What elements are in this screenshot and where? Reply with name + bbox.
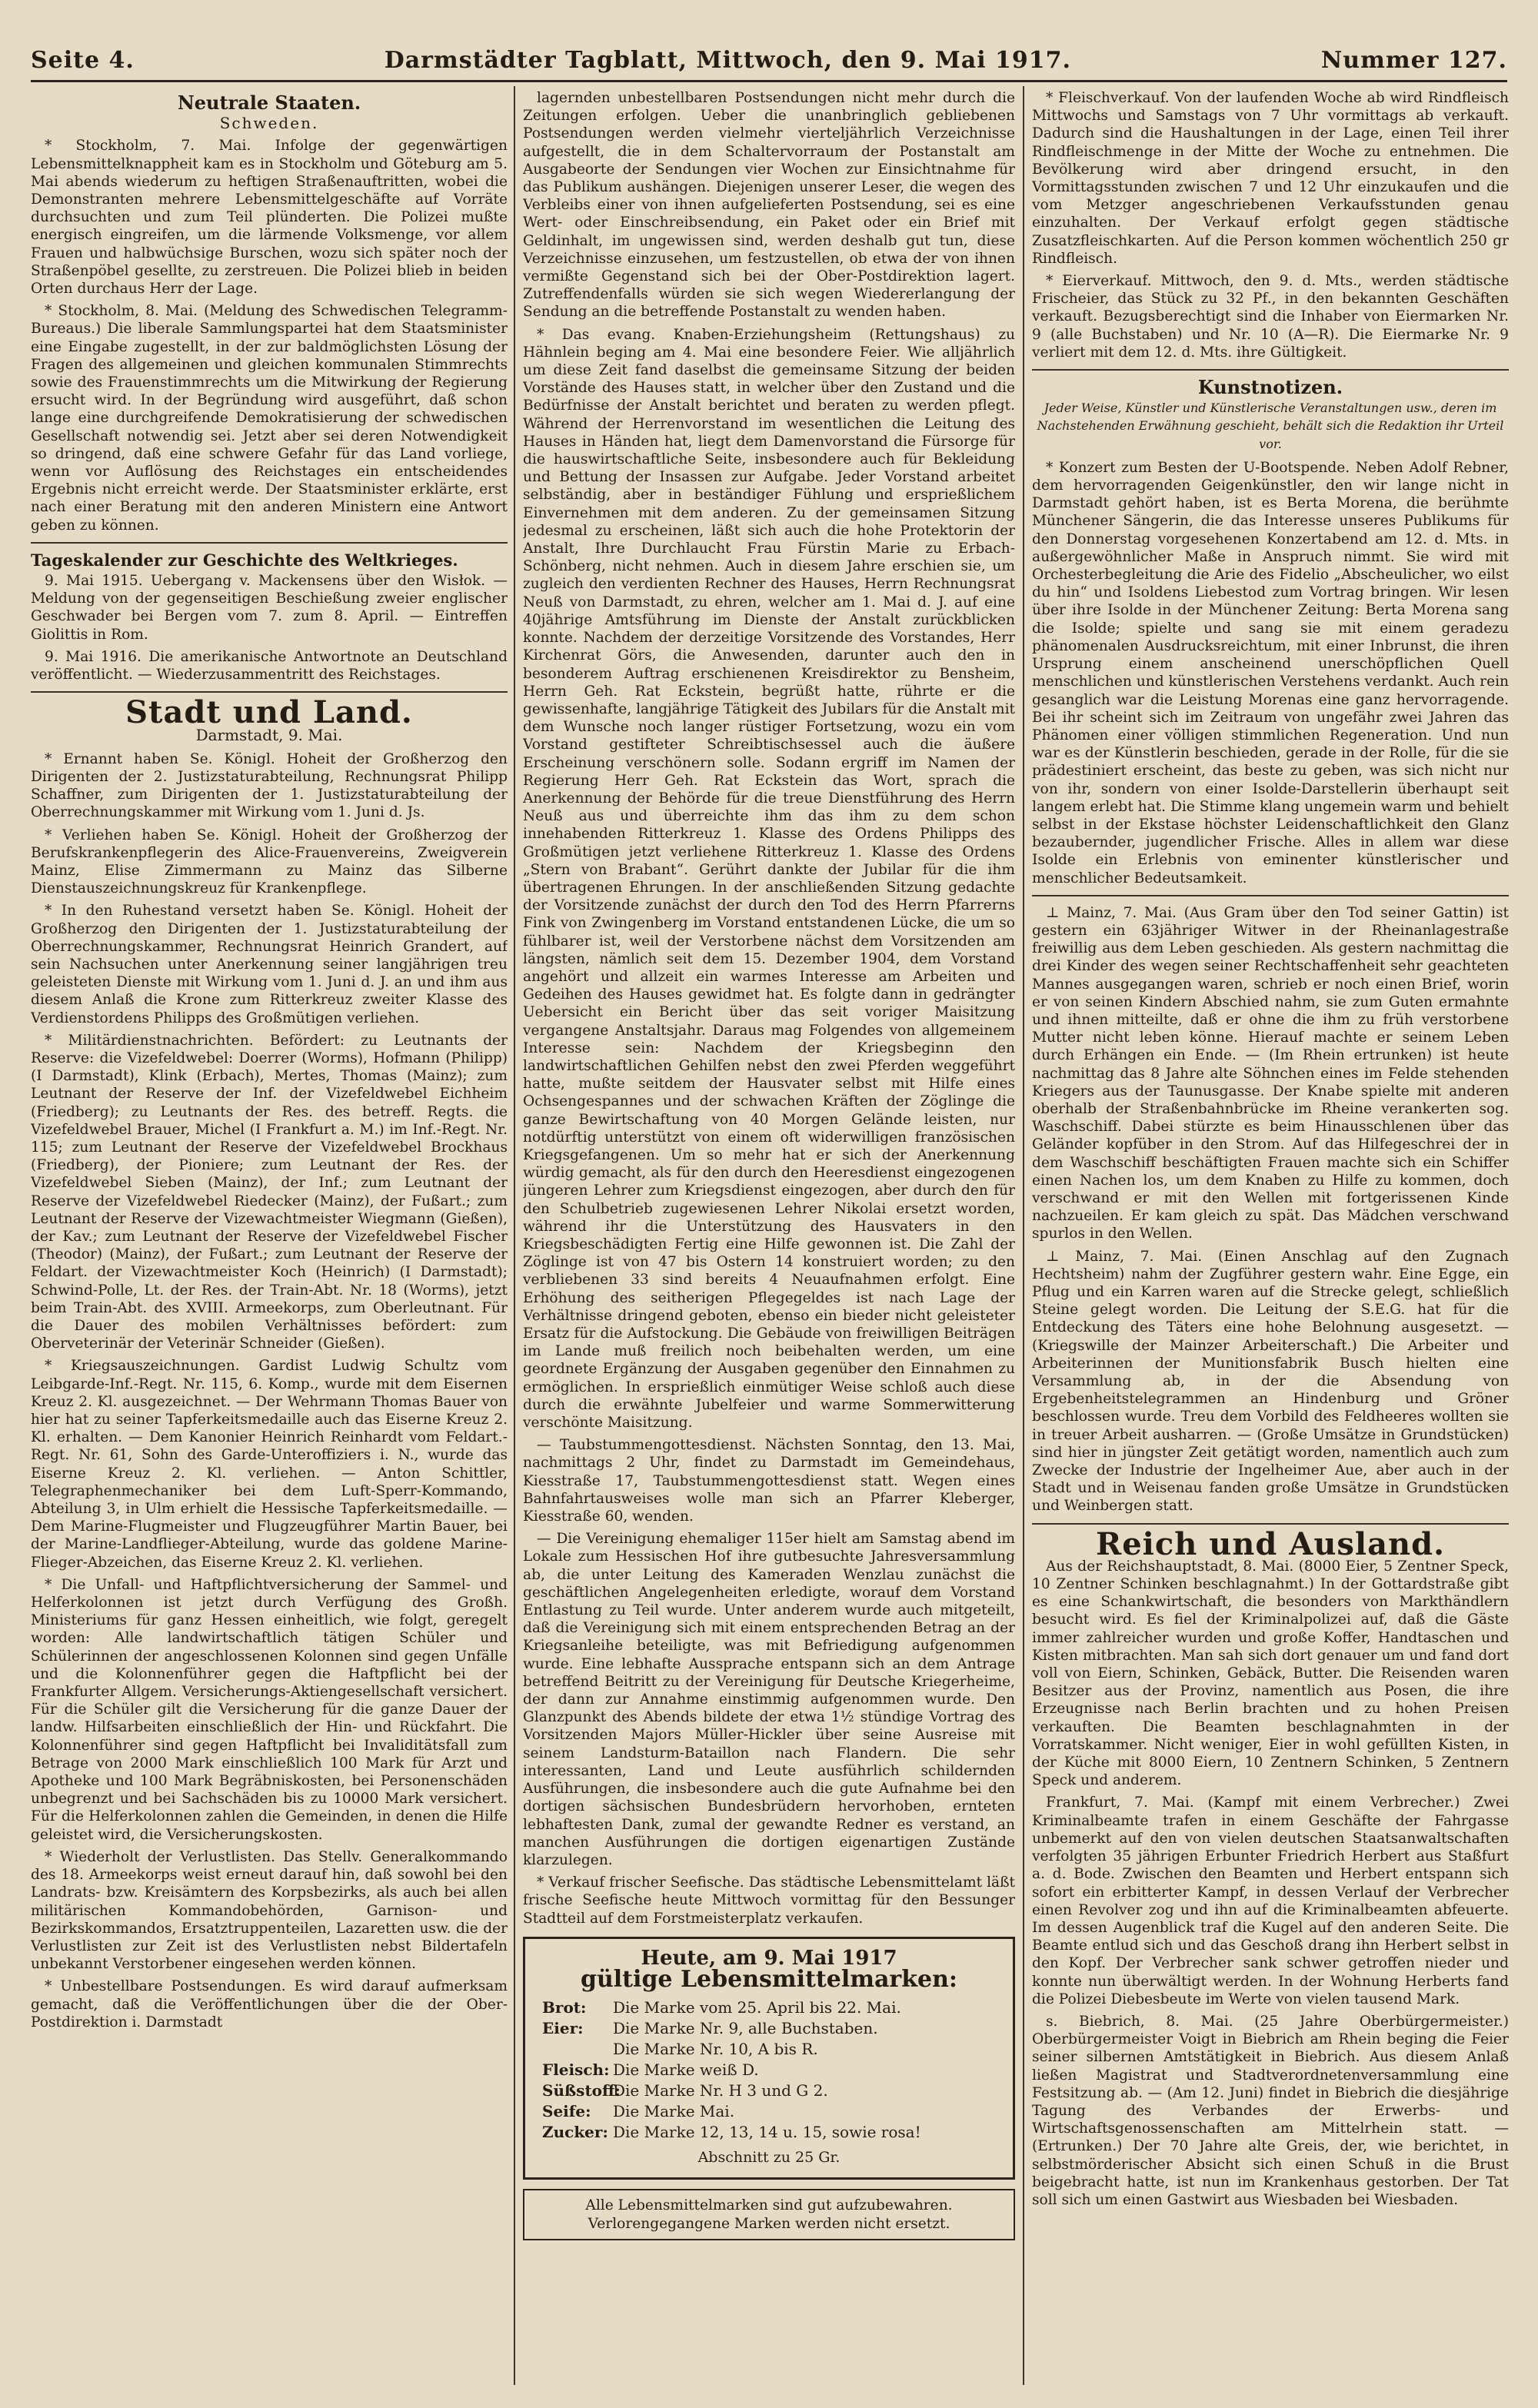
- ration-label: Eier:: [542, 2019, 584, 2038]
- article-paragraph: * In den Ruhestand versetzt haben Se. Königl. Hoheit der Großherzog den Dirigenten der 1. Justizstaturabteilung der Oberrechnungskammer, Rechnungsrat Heinrich Grandert, auf sein Nachsuchen unter Anerkennung seiner langjährigen treu geleisteten Dienste mit Wirkung vom 1. Juni d. J. an und ihm aus diesem Anlaß die Krone zum Ritterkreuz zweiter Klasse des Verdienstordens Philipps des Großmütigen verliehen.: [31, 903, 508, 1026]
- article-paragraph: * Stockholm, 8. Mai. (Meldung des Schwedischen Telegramm-Bureaus.) Die liberale Sammlungspartei hat dem Staatsminister eine Eingabe zugestellt, in der zur baldmöglichsten Lösung der Fragen des allgemeinen und gleichen kommunalen Stimmrechts sowie des Frauenstimmrechts um die Mitwirkung der Regierung ersucht wird. In der Begründung wird ausgeführt, daß schon lange eine durchgreifende Demokratisierung der schwedischen Gesellschaft notwendig sei. Jetzt aber sei deren Notwendigkeit so dringend, daß eine schwere Gefahr für das Land vorliege, wenn vor Auflösung des Reichstages ein entscheidendes Ergebnis nicht erreicht werde. Der Staatsminister erklärte, erst nach einer Beratung mit den anderen Ministern eine Antwort geben zu können.: [31, 303, 508, 534]
- divider: [31, 542, 508, 544]
- column-2: [523, 89, 1015, 2388]
- article-paragraph: 9. Mai 1915. Uebergang v. Mackensens über den Wisłok. — Meldung von der gegenseitigen Beschießung zweier englischer Geschwader bei Bergen vom 7. zum 8. April. — Eintreffen Giolittis in Rom.: [31, 573, 508, 643]
- ration-row: [542, 1997, 996, 2018]
- article-paragraph: * Verkauf frischer Seefische. Das städtische Lebensmittelamt läßt frische Seefische heute Mittwoch vormittag für den Bessunger Stadtteil auf dem Forstmeisterplatz verkaufen.: [523, 1874, 1015, 1927]
- article-paragraph: * Wiederholt der Verlustlisten. Das Stellv. Generalkommando des 18. Armeekorps weist erneut darauf hin, daß sowohl bei den Landrats- bzw. Kreisämtern des Korpsbezirks, als auch bei allen militärischen Kommandobehörden, Garnison- und Bezirkskommandos, Ersatztruppenteilen, Lazaretten usw. die der Verlustlisten zur Zeit ist des Verlustlisten nebst Bildertafeln unbekannt Verstorbener eingesehen werden können.: [31, 1848, 508, 1973]
- article-paragraph: lagernden unbestellbaren Postsendungen nicht mehr durch die Zeitungen erfolgen. Ueber die unanbringlich gebliebenen Postsendungen werden vielmehr vierteljährlich Verzeichnisse aufgestellt, die in dem Schaltervorraum der Postanstalt am Ausgabeorte der Sendungen vier Wochen zur Einsichtnahme für das Publikum aushängen. Diejenigen unserer Leser, die wegen des Verbleibs einer von ihnen aufgelieferten Postsendung, sei es eine Wert- oder Einschreibsendung, ein Paket oder ein Brief mit Geldinhalt, im ungewissen sind, werden deshalb gut tun, diese Verzeichnisse einzusehen, um festzustellen, ob etwa der von ihnen vermißte Gegenstand sich bei der Ober-Postdirektion lagert. Zutreffendenfalls würden sie sich wegen Wiedererlangung der Sendung an die betreffende Postanstalt zu wenden haben.: [523, 90, 1015, 321]
- notice-line: Alle Lebensmittelmarken sind gut aufzubewahren.: [585, 2197, 953, 2214]
- divider: [1032, 369, 1509, 371]
- article-paragraph: — Taubstummengottesdienst. Nächsten Sonntag, den 13. Mai, nachmittags 2 Uhr, findet zu Darmstadt im Gemeindehaus, Kiesstraße 17, Taubstummengottesdienst statt. Wegen eines Bahnfahrtausweises wolle man sich an Pfarrer Kleberger, Kiesstraße 60, wenden.: [523, 1437, 1015, 1525]
- ration-row: [542, 2122, 996, 2143]
- article-paragraph: Aus der Reichshauptstadt, 8. Mai. (8000 Eier, 5 Zentner Speck, 10 Zentner Schinken beschlagnahmt.) In der Gottardstraße gibt es eine Schankwirtschaft, die besonders von Markthändlern besucht wird. Es fiel der Kriminalpolizei auf, daß die Gäste immer zahlreicher wurden und große Koffer, Handtaschen und Kisten mitbrachten. Man sah sich dort genauer um und fand dort voll von Eiern, Schinken, Gebäck, Butter. Die Reisenden waren Besitzer aus der Provinz, namentlich aus Posen, die ihre Erzeugnisse nach Berlin brachten und zu hohen Preisen verkauften. Die Beamten beschlagnahmten in der Vorratskammer. Nicht weniger, Eier in wohl gefüllten Kisten, in der Küche mit 8000 Eiern, 10 Zentnern Schinken, 5 Zentnern Speck und anderem.: [1032, 1558, 1509, 1789]
- article-paragraph: * Ernannt haben Se. Königl. Hoheit der Großherzog den Dirigenten der 2. Justizstaturabteilung, Rechnungsrat Philipp Schaffner, zum Dirigenten der 1. Justizstaturabteilung der Oberrechnungskammer mit Wirkung vom 1. Juni d. Js.: [31, 750, 508, 821]
- section-title-stadt: Stadt und Land.: [125, 694, 413, 731]
- article-paragraph: * Eierverkauf. Mittwoch, den 9. d. Mts., werden städtische Frischeier, das Stück zu 32 Pf., in den bekannten Geschäften verkauft. Bezugsberechtigt sind die Inhaber von Eiermarken Nr. 9 (alle Buchstaben) und Nr. 10 (A—R). Die Eiermarke Nr. 9 verliert mit dem 12. d. Mts. ihre Gültigkeit.: [1032, 273, 1509, 361]
- ration-label: Zucker:: [542, 2123, 608, 2142]
- page-number: Seite 4.: [31, 46, 135, 74]
- ration-label: Seife:: [542, 2102, 591, 2121]
- ration-notice: [523, 2189, 1015, 2240]
- ration-label: [542, 2039, 613, 2060]
- article-paragraph: ⊥ Mainz, 7. Mai. (Einen Anschlag auf den Zugnach Hechtsheim) nahm der Zugführer gestern wahr. Eine Egge, ein Pflug und ein Karren waren auf die Strecke gelegt, schließlich Steine gelegt worden. Die Leitung der S.E.G. hat für die Entdeckung des Täters eine hohe Belohnung ausgesetzt. — (Kriegswille der Mainzer Arbeiterschaft.) Die Arbeiter und Arbeiterinnen der Munitionsfabrik Busch hielten eine Versammlung ab, in der die Absendung von Ergebenheitstelegrammen an Hindenburg und Gröner beschlossen wurde. Treu dem Vorbild des Feldheeres wollten sie in treuer Arbeit ausharren. — (Große Umsätze in Grundstücken) sind hier in jüngster Zeit getätigt worden, namentlich auch zum Zwecke der Industrie der Ingelheimer Aue, aber auch in der Stadt und in Weisenau fanden große Umsätze in Grundstücken und Weinbergen statt.: [1032, 1248, 1509, 1515]
- article-paragraph: Frankfurt, 7. Mai. (Kampf mit einem Verbrecher.) Zwei Kriminalbeamte trafen in einem Geschäfte der Fahrgasse unbemerkt auf den von vielen deutschen Staatsanwaltschaften verfolgten 35 jährigen Erbunter Friedrich Herbert aus Staßfurt a. d. Bode. Zwischen den Beamten und Herbert entspann sich sofort ein erbitterter Kampf, in dessen Verlauf der Verbrecher einen Revolver zog und ihn auf die Kriminalbeamten abfeuerte. Im dessen Augenblick traf die Kugel auf den anderen Seite. Die Beamte entlud sich und das Geschoß drang ihn Herbert selbst in den Kopf. Der Verbrecher sank schwer getroffen nieder und konnte nun überwältigt werden. In der Wohnung Herberts fand die Polizei Diebesbeute im Werte von vielen tausend Mark.: [1032, 1794, 1509, 2007]
- ration-value: Die Marke Mai.: [613, 2102, 735, 2121]
- ration-value: Die Marke Nr. 10, A bis R.: [613, 2040, 818, 2059]
- article-paragraph: * Fleischverkauf. Von der laufenden Woche ab wird Rindfleisch Mittwochs und Samstags von 7 Uhr vormittags ab verkauft. Dadurch sind die Haushaltungen in der Lage, einen Teil ihrer Rindfleischmenge in der Mitte der Woche zu entnehmen. Die Bevölkerung wird aber dringend ersucht, in den Vormittagsstunden zwischen 7 und 12 Uhr einzukaufen und die vom Metzger angeschriebenen Verkaufsstunden genau einzuhalten. Der Verkauf erfolgt gegen städtische Zusatzfleischkarten. Auf die Person kommen wöchentlich 250 gr Rindfleisch.: [1032, 90, 1509, 267]
- article-paragraph: — Die Vereinigung ehemaliger 115er hielt am Samstag abend im Lokale zum Hessischen Hof ihre gutbesuchte Jahresversammlung ab, die unter Leitung des Kameraden Wenzlau zunächst die geschäftlichen Angelegenheiten erledigte, worauf dem Vorstand Entlastung zu Teil wurde. Unter anderem wurde auch mitgeteilt, daß die Vereinigung sich mit einem entsprechenden Betrag an der Kriegsanleihe beteiligte, was mit Befriedigung aufgenommen wurde. Eine lebhafte Aussprache entspann sich an dem Antrage betreffend Beitritt zu der Vereinigung für Deutsche Kriegerheime, der dann zur Annahme einstimmig aufgenommen wurde. Den Glanzpunkt des Abends bildete der etwa 1½ stündige Vortrag des Vorsitzenden Majors Müller-Hickler über seine Ausreise mit seinem Landsturm-Bataillon nach Flandern. Die sehr interessanten, Land und Leute ausführlich schildernden Ausführungen, die insbesondere auch die gute Aufnahme bei den dortigen sächsischen Bundesbrüdern hervorhoben, ernteten lebhaftesten Dank, zumal der gewandte Redner es verstand, an manchen Ausführungen die dortigen eigenartigen Zustände klarzulegen.: [523, 1531, 1015, 1868]
- ration-value: Die Marke vom 25. April bis 22. Mai.: [613, 1998, 901, 2017]
- masthead: [31, 40, 1507, 82]
- ration-subheading: gültige Lebensmittelmarken:: [581, 1965, 957, 1993]
- subsection-title-schweden: Schweden.: [219, 114, 319, 133]
- article-paragraph: s. Biebrich, 8. Mai. (25 Jahre Oberbürgermeister.) Oberbürgermeister Voigt in Biebrich am Rhein beging die Feier seiner silbernen Amtstätigkeit in Biebrich. Aus diesem Anlaß ließen Magistrat und Stadtverordnetenversammlung eine Festsitzung ab. — (Am 12. Juni) findet in Biebrich die diesjährige Tagung des Verbandes der Erwerbs- und Wirtschaftsgenossenschaften am Mittelrhein statt. — (Ertrunken.) Der 70 Jahre alte Greis, der, wie berichtet, in selbstmörderischer Absicht sich einen Schuß in die Brust beigebracht hatte, ist nun im Krankenhaus gestorben. Der Tat soll sich um einen Gastwirt aus Wiesbaden bei Wiesbaden.: [1032, 2013, 1509, 2208]
- article-paragraph: * Verliehen haben Se. Königl. Hoheit der Großherzog der Berufskrankenpflegerin des Alice-Frauenvereins, Zweigverein Mainz, Elise Zimmermann zu Mainz das Silberne Dienstauszeichnungskreuz für Krankenpflege.: [31, 827, 508, 897]
- article-paragraph: * Das evang. Knaben-Erziehungsheim (Rettungshaus) zu Hähnlein beging am 4. Mai eine besondere Feier. Wie alljährlich um diese Zeit fand daselbst die gemeinsame Sitzung der beiden Vorstände des Hauses statt, in welcher über den Zustand und die Bedürfnisse der Anstalt berichtet und beraten zu werden pflegt. Während der Herrenvorstand im wesentlichen die Leitung des Hauses in Händen hat, liegt dem Damenvorstand die Fürsorge für die hauswirtschaftliche Seite, insbesondere auch für Bekleidung und Bettung der Insassen zur Aufgabe. Jeder Vorstand arbeitet selbständig, aber in beständiger Fühlung und ersprießlichem Einvernehmen mit dem anderen. Zu der gemeinsamen Sitzung jedesmal zu erscheinen, läßt sich auch die hohe Protektorin der Anstalt, Ihre Durchlaucht Frau Fürstin Marie zu Erbach-Schönberg, nicht nehmen. Auch in diesem Jahre erschien sie, um zugleich den verdienten Rechner des Hauses, Herrn Rechnungsrat Neuß von Darmstadt, zu ehren, welcher am 1. Mai d. J. auf eine 40jährige Amtsführung im Dienste der Anstalt zurückblicken konnte. Nachdem der derzeitige Vorsitzende des Vorstandes, Herr Kirchenrat Görs, die Anwesenden, darunter auch den in besonderem Auftrag erschienenen Kreisdirektor zu Bensheim, Herrn Geh. Rat Eckstein, begrüßt hatte, rührte er die gewissenhafte, langjährige Tätigkeit des Jubilars für die Anstalt mit dem Wunsche noch langer rüstiger Fortsetzung, wozu ein vom Vorstand gestifteter Schreibtischsessel auch die äußere Erscheinung verschönern solle. Sodann ergriff im Namen der Regierung Herr Geh. Rat Eckstein das Wort, sprach die Anerkennung der Behörde für die treue Dienstführung des Herrn Neuß aus und überreichte ihm das ihm zu dem schon innehabenden Ritterkreuz 1. Klasse des Ordens Philipps des Großmütigen jetzt verliehene Ritterkreuz 1. Klasse des Ordens „Stern von Brabant“. Gerührt dankte der Jubilar für die ihm übertragenen Ehrungen. In der anschließenden Sitzung gedachte der Vorsitzende zunächst der durch den Tod des Herrn Pfarrerns Fink von Zwingenberg im Vorstand entstandenen Lücke, die um so fühlbarer ist, weil der Verstorbene nächst dem Vorsitzenden am längsten, nämlich seit dem 15. Dezember 1904, dem Vorstand angehört und allzeit ein warmes Interesse am Arbeiten und Gedeihen des Hauses gewidmet hat. Es folgte dann in gedrängter Uebersicht ein Bericht über das seit voriger Maisitzung vergangene Anstaltsjahr. Daraus mag Folgendes von allgemeinem Interesse sein: Nachdem der Kriegsbeginn den landwirtschaftlichen Gehilfen nebst den zwei Pferden weggeführt hatte, mußte seitdem der Hausvater selbst mit Hilfe eines Ochsengespannes und der schwachen Kräften der Zöglinge die ganze Bewirtschaftung von 40 Morgen Gelände leisten, nur notdürftig unterstützt von einem oft widerwilligen französischen Kriegsgefangenen. Um so mehr hat er sich der Anerkennung würdig gemacht, als für den durch den Heeresdienst eingezogenen jüngeren Lehrer zum Kriegsdienst eingezogen, aber durch den für den Schulbetrieb zugewiesenen Lehrer Nikolai ersetzt worden, während ihr die Unterstützung des Hausvaters in den Kriegsbeschädigten Fertig eine Hilfe gewonnen ist. Die Zahl der Zöglinge ist von 47 bis Ostern 14 konstruiert worden; zu den verbliebenen 33 sind bereits 4 Neuaufnahmen erfolgt. Eine Erhöhung des seitherigen Pflegegeldes ist nach Lage der Verhältnisse dringend geboten, ebenso ein bieder nicht geleisteter Ersatz für die Aufstockung. Die Gebäude von freiwilligen Beiträgen im Lande muß freilich noch beibehalten werden, um eine geordnete Ergänzung der Ausgaben gegenüber den Einnahmen zu ermöglichen. In ersprießlich einmütiger Weise schloß auch diese durch die erwähnte Jubelfeier und warme Sommerwitterung verschönte Maisitzung.: [523, 326, 1015, 1432]
- section-title-kalender: Tageskalender zur Geschichte des Weltkrieges.: [31, 550, 458, 570]
- article-paragraph: * Militärdienstnachrichten. Befördert: zu Leutnants der Reserve: die Vizefeldwebel: Doerrer (Worms), Hofmann (Philipp) (I Darmstadt), Klink (Erbach), Mertes, Thomas (Mainz); zum Leutnant der Reserve der Inf. der Vizefeldwebel Eichheim (Friedberg); zu Leutnants der Res. des betreff. Regts. die Vizefeldwebel Brauer, Michel (I Frankfurt a. M.) im Inf.-Regt. Nr. 115; zum Leutnant der Reserve der Vizefeldwebel Brockhaus (Friedberg), der Pioniere; zum Leutnant der Res. der Vizefeldwebel Sieben (Mainz), der Inf.; zum Leutnant der Reserve der Vizefeldwebel Riedecker (Mainz), der Fußart.; zum Leutnant der Reserve der Vizewachtmeister Wiegmann (Gießen), der Kav.; zum Leutnant der Reserve der Vizefeldwebel Fischer (Theodor) (Mainz), der Fußart.; zum Leutnant der Reserve der Feldart. der Vizewachtmeister Koch (Heinrich) (I Darmstadt); Schwind-Polle, Lt. der Res. der Train-Abt. Nr. 18 (Worms), jetzt beim Train-Abt. des XVIII. Armeekorps, zum Oberleutnant. Für die Dauer des mobilen Verhältnisses befördert: zum Oberveterinär der Veterinär Schneider (Gießen).: [31, 1032, 508, 1352]
- ration-row: [542, 2018, 996, 2039]
- editorial-note: Jeder Weise, Künstler und Künstlerische Veranstaltungen usw., deren im Nachstehenden Erwähnung geschieht, behält sich die Redaktion ihr Urteil vor.: [1037, 401, 1504, 451]
- ration-value: Die Marke Nr. 9, alle Buchstaben.: [613, 2019, 878, 2038]
- ration-row: [542, 2101, 996, 2122]
- ration-value: Die Marke 12, 13, 14 u. 15, sowie rosa!: [613, 2123, 921, 2142]
- issue-number: Nummer 127.: [1320, 46, 1507, 74]
- ration-card-box: [523, 1937, 1015, 2180]
- ration-label: Fleisch:: [542, 2060, 610, 2080]
- column-divider: [1023, 86, 1024, 2385]
- dateline: Darmstadt, 9. Mai.: [195, 725, 343, 744]
- ration-row: [542, 2080, 996, 2101]
- column-1: [31, 89, 508, 2388]
- article-paragraph: * Konzert zum Besten der U-Bootspende. Neben Adolf Rebner, dem hervorragenden Geigenkünstler, den wir lange nicht in Darmstadt gehört haben, ist es Berta Morena, die berühmte Münchener Sängerin, die das Interesse unseres Publikums für den Donnerstag vorgesehenen Konzertabend am 12. d. Mts. in außergewöhnlicher Maße in Anspruch nimmt. Sie wird mit Orchesterbegleitung die Arie des Fidelio „Abscheulicher, wo eilst du hin“ und Isoldens Liebestod zum Vortrag bringen. Wir lesen über ihre Isolde in der Münchener Zeitung: Berta Morena sang die Isolde; spielte und sang sie mit einem geradezu phänomenalen Ausdrucksreichtum, mit einer Inbrunst, die ihren Ursprung einem anscheinend unerschöpflichen Quell menschlichen und künstlerischen Verstehens verdankt. Auch rein gesanglich war die Leistung Morenas eine ganz hervorragende. Bei ihr scheint sich im Zeitraum von ungefähr zwei Jahren das Phänomen einer völligen stimmlichen Regeneration. Und nun war es der Künstlerin beschieden, gerade in der Rolle, für die sie prädestiniert erscheint, das beste zu geben, was sich nicht nur von ihr, sondern von einer Isolde-Darstellerin überhaupt seit langem erlebt hat. Die Stimme klang ungemein warm und behielt selbst in der Ekstase höchster Leidenschaftlichkeit den Glanz bezaubernder, jugendlicher Frische. Alles in allem war diese Isolde ein Erlebnis von eminenter künstlerischer und menschlicher Bedeutsamkeit.: [1032, 459, 1509, 886]
- ration-footnote: Abschnitt zu 25 Gr.: [697, 2149, 841, 2167]
- divider: [31, 691, 508, 693]
- section-title-neutral: Neutrale Staaten.: [177, 91, 361, 114]
- ration-value: Die Marke weiß D.: [613, 2060, 759, 2080]
- notice-line: Verlorengegangene Marken werden nicht ersetzt.: [588, 2215, 950, 2232]
- column-3: [1032, 89, 1509, 2388]
- article-paragraph: * Stockholm, 7. Mai. Infolge der gegenwärtigen Lebensmittelknappheit kam es in Stockholm und Göteburg am 5. Mai abends wiederum zu heftigen Straßenauftritten, wobei die Demonstranten mehrere Lebensmittelgeschäfte auf Vorräte durchsuchten und zum Teil plünderten. Die Polizei mußte energisch eingreifen, um die lärmende Volksmenge, vor allem Frauen und halbwüchsige Burschen, wozu sich später noch der Straßenpöbel gesellte, zu zerstreuen. Die Polizei blieb in beiden Orten durchaus Herr der Lage.: [31, 138, 508, 298]
- column-divider: [514, 86, 515, 2385]
- section-title-reich: Reich und Ausland.: [1095, 1525, 1446, 1562]
- ration-label: Süßstoff:: [542, 2081, 621, 2100]
- section-title-kunst: Kunstnotizen.: [1197, 376, 1343, 399]
- article-paragraph: ⊥ Mainz, 7. Mai. (Aus Gram über den Tod seiner Gattin) ist gestern ein 63jähriger Witwer in der Rheinanlagestraße freiwillig aus dem Leben geschieden. Als gestern nachmittag die drei Kinder des wegen seiner Rechtschaffenheit sehr geachteten Mannes ausgegangen waren, schrieb er noch einen Brief, worin er von seinen Kindern Abschied nahm, sie zum Guten ermahnte und ihnen mitteilte, daß er ohne die ihm zu früh verstorbene Mutter nicht leben könne. Hierauf machte er seinem Leben durch Erhängen ein Ende. — (Im Rhein ertrunken) ist heute nachmittag das 8 Jahre alte Söhnchen eines im Felde stehenden Kriegers aus der Taunusgasse. Der Knabe spielte mit anderen oberhalb der Straßenbahnbrücke im Rheine verankerten sog. Waschschiff. Dabei stürzte es beim Hinausschlenen über das Geländer kopfüber in den Strom. Auf das Hilfegeschrei der in dem Waschschiff beschäftigten Frauen machte sich ein Schiffer einen Nachen los, um dem Knaben zu Hilfe zu kommen, doch verschwand er mit den Wellen mit fortgerissenen Kinde nachzueilen. Er kam gleich zu spät. Das Mädchen verschwand spurlos in den Wellen.: [1032, 904, 1509, 1242]
- newspaper-title: Darmstädter Tagblatt, Mittwoch, den 9. Mai 1917.: [384, 46, 1071, 74]
- ration-label: Brot:: [542, 1998, 587, 2017]
- article-paragraph: 9. Mai 1916. Die amerikanische Antwortnote an Deutschland veröffentlicht. — Wiederzusammentritt des Reichstages.: [31, 648, 508, 683]
- divider: [1032, 895, 1509, 896]
- article-paragraph: * Die Unfall- und Haftpflichtversicherung der Sammel- und Helferkolonnen ist jetzt durch Verfügung des Großh. Ministeriums für ganz Hessen einheitlich, wie folgt, geregelt worden: Alle landwirtschaftlich tätigen Schüler und Schülerinnen der angeschlossenen Kolonnen sind gegen Unfälle und die Kolonnenführer gegen die Haftpflicht bei der Frankfurter Allgem. Versicherungs-Aktiengesellschaft versichert. Für die Schüler gilt die Versicherung für die ganze Dauer der landw. Hilfsarbeiten einschließlich der Hin- und Rückfahrt. Die Kolonnenführer sind gegen Haftpflicht bei Invaliditätsfall zum Betrage von 2000 Mark einschließlich 100 Mark für Arzt und Apotheke und 100 Mark Begräbniskosten, bei Personenschäden unbegrenzt und bei Sachschäden bis zu 10000 Mark versichert. Für die Helferkolonnen zahlen die Gemeinden, in denen die Hilfe geleistet wird, die Versicherungskosten.: [31, 1576, 508, 1843]
- ration-value: Die Marke Nr. H 3 und G 2.: [613, 2081, 828, 2100]
- article-paragraph: * Unbestellbare Postsendungen. Es wird darauf aufmerksam gemacht, daß die Veröffentlichungen über die der Ober-Postdirektion i. Darmstadt: [31, 1978, 508, 2031]
- ration-row: [542, 2060, 996, 2080]
- divider: [1032, 1523, 1509, 1525]
- ration-heading: Heute, am 9. Mai 1917: [641, 1946, 897, 1970]
- article-paragraph: * Kriegsauszeichnungen. Gardist Ludwig Schultz vom Leibgarde-Inf.-Regt. Nr. 115, 6. Komp., wurde mit dem Eisernen Kreuz 2. Kl. ausgezeichnet. — Der Wehrmann Thomas Bauer von hier hat zu seiner Tapferkeitsmedaille auch das Eiserne Kreuz 2. Kl. erhalten. — Dem Kanonier Heinrich Reinhardt vom Feldart.-Regt. Nr. 61, Sohn des Garde-Unteroffiziers i. N., wurde das Eiserne Kreuz 2. Kl. verliehen. — Anton Schittler, Telegraphenmechaniker bei dem Luft-Sperr-Kommando, Abteilung 3, in Ulm erhielt die Hessische Tapferkeitsmedaille. — Dem Marine-Flugmeister und Flugzeugführer Martin Bauer, bei der Marine-Landflieger-Abteilung, wurde das goldene Marine-Flieger-Abzeichen, das Eiserne Kreuz 2. Kl. verliehen.: [31, 1358, 508, 1571]
- ration-row: [542, 2039, 996, 2060]
